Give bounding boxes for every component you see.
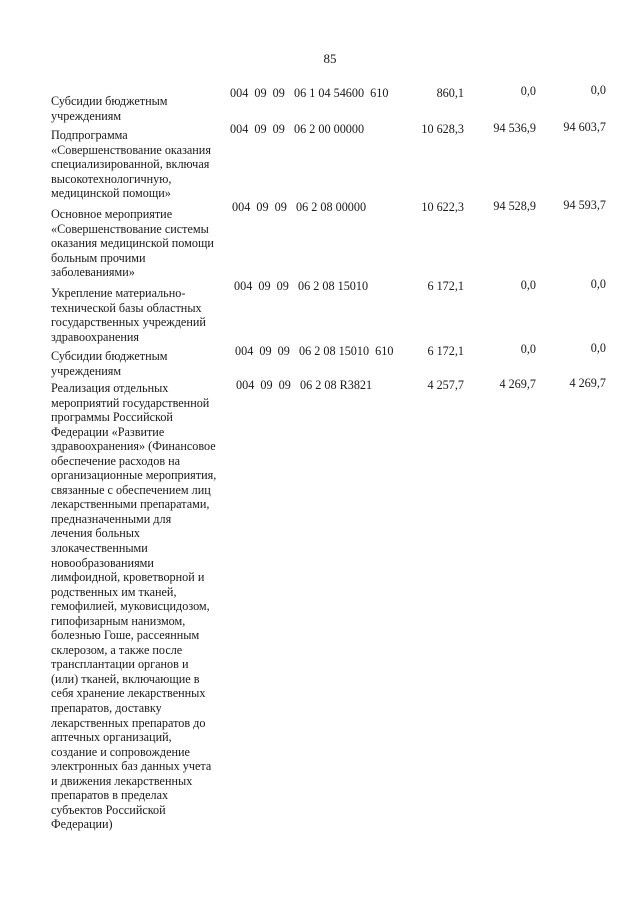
- row-value-3: 0,0: [590, 341, 606, 355]
- row-value-1: 6 172,1: [427, 279, 464, 293]
- row-name: Субсидии бюджетным учреждениям: [51, 94, 168, 123]
- row-value-2: 4 269,7: [499, 377, 536, 391]
- row-code: 004 09 09 06 2 08 00000: [232, 200, 367, 214]
- row-value-2: 0,0: [520, 342, 536, 356]
- row-value-3: 0,0: [590, 277, 606, 291]
- row-code: 004 09 09 06 1 04 54600 610: [230, 86, 389, 100]
- row-value-3: 94 603,7: [563, 120, 606, 134]
- row-value-2: 0,0: [520, 278, 536, 292]
- row-value-3: 0,0: [590, 83, 606, 97]
- row-name: Субсидии бюджетным учреждениям: [51, 349, 168, 378]
- row-value-1: 860,1: [436, 86, 464, 100]
- row-value-3: 4 269,7: [569, 376, 606, 390]
- page-number: 85: [323, 51, 337, 66]
- row-value-1: 4 257,7: [427, 378, 464, 392]
- row-value-2: 94 528,9: [493, 199, 536, 213]
- row-code: 004 09 09 06 2 08 15010: [234, 279, 369, 293]
- row-name: Основное мероприятие «Совершенствование системы оказания медицинской помощи больным прочими заболеваниями»: [51, 207, 214, 280]
- row-value-1: 10 622,3: [421, 200, 464, 214]
- row-code: 004 09 09 06 2 00 00000: [230, 122, 365, 136]
- row-value-1: 6 172,1: [427, 344, 464, 358]
- row-value-2: 94 536,9: [493, 121, 536, 135]
- row-value-2: 0,0: [520, 84, 536, 98]
- row-name: Реализация отдельных мероприятий государственной программы Российской Федерации «Развитие здравоохранения» (Финансовое обеспечение расходов на организационные мероприятия, связанные с обеспечением лиц лекарственными препаратами, предназначенными для лечения больных злокачественными новообразованиями лимфоидной, кроветворной и родственных им тканей, гемофилией, муковисцидозом, гипофизарным нанизмом, болезнью Гоше, рассеянным склерозом, а также после трансплантации органов и (или) тканей, включающие в себя хранение лекарственных препаратов, доставку лекарственных препаратов до аптечных организаций, создание и сопровождение электронных баз данных учета и движения лекарственных препаратов в пределах субъектов Российской Федерации): [51, 381, 217, 832]
- row-name: Подпрограмма «Совершенствование оказания специализированной, включая высокотехнологичную, медицинской помощи»: [51, 128, 211, 201]
- row-name: Укрепление материально- технической базы областных государственных учреждений здравоохранения: [51, 286, 206, 344]
- row-value-1: 10 628,3: [421, 122, 464, 136]
- row-code: 004 09 09 06 2 08 15010 610: [235, 344, 394, 358]
- row-code: 004 09 09 06 2 08 R3821: [236, 378, 373, 392]
- row-value-3: 94 593,7: [563, 198, 606, 212]
